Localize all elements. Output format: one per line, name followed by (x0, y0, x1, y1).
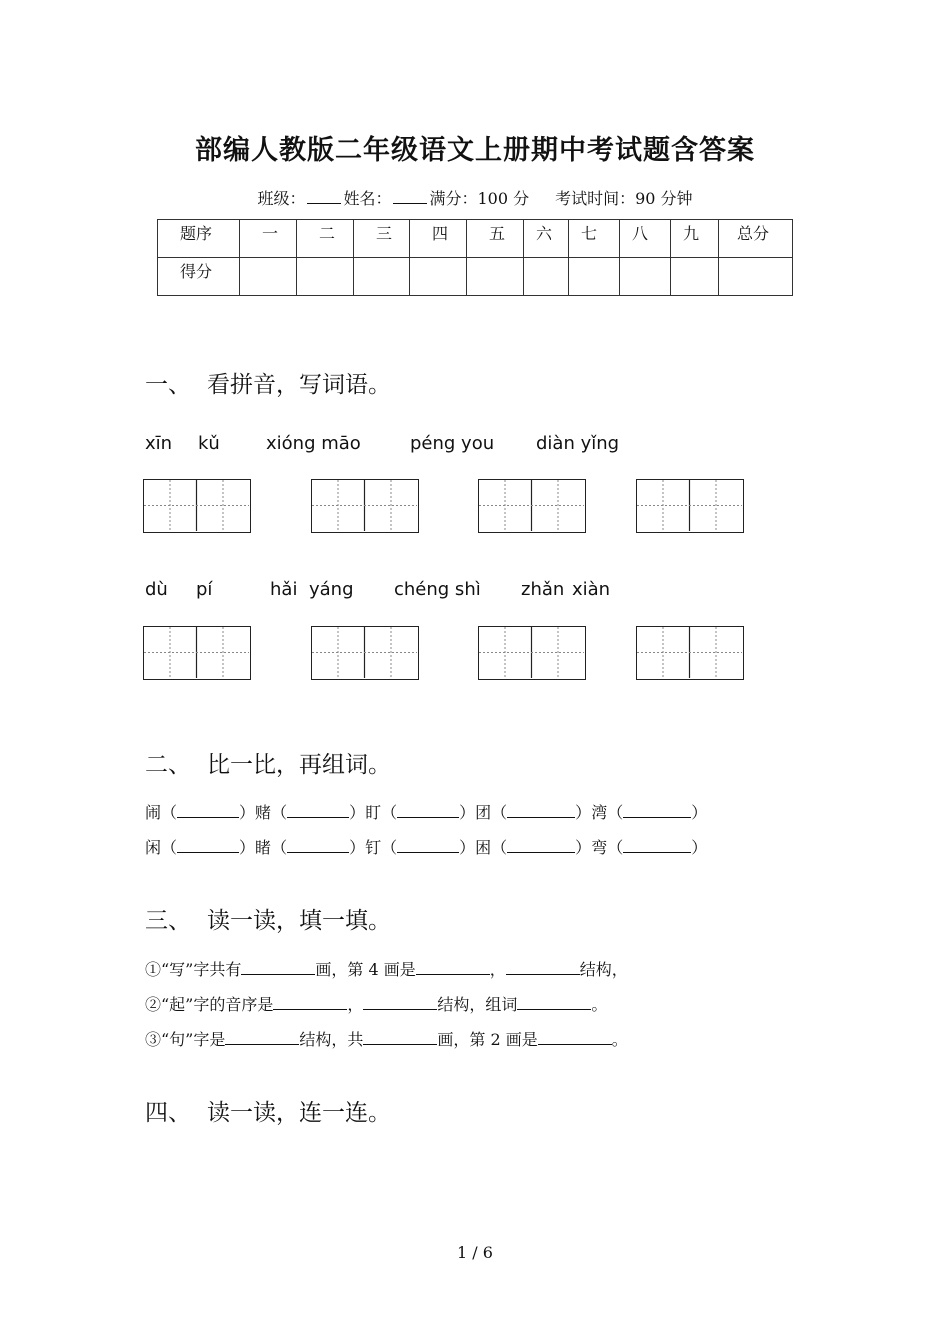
char: 钉 (365, 838, 382, 857)
compare-row-1: 闹（ ）赌（ ）盯（ ）团（ ）湾（ ） (145, 803, 708, 822)
answer-blank[interactable] (507, 803, 575, 818)
header-cell: 题序 (158, 220, 240, 258)
score-cell[interactable] (524, 258, 569, 296)
exam-info (0, 186, 950, 209)
score-table-row (158, 258, 793, 296)
score-cell[interactable] (671, 258, 719, 296)
section4-heading (145, 1094, 391, 1127)
section-title: 比一比，再组词。 (207, 752, 391, 778)
class-blank[interactable] (307, 189, 341, 204)
answer-blank[interactable] (538, 1030, 612, 1045)
pinyin: xīn (145, 433, 173, 454)
score-table (157, 219, 793, 296)
pinyin: yáng (309, 579, 354, 600)
char: 团 (475, 803, 492, 822)
section-title: 读一读，填一填。 (207, 908, 391, 934)
pinyin: péng you (410, 433, 495, 454)
page-title: 部编人教版二年级语文上册期中考试题含答案 (195, 135, 755, 166)
answer-blank[interactable] (416, 960, 490, 975)
answer-blank[interactable] (397, 803, 459, 818)
header-cell: 九 (671, 220, 719, 258)
header-cell: 二 (297, 220, 354, 258)
answer-blank[interactable] (363, 995, 437, 1010)
pinyin: hǎi (270, 579, 298, 600)
pinyin: kǔ (198, 433, 220, 454)
writing-grid[interactable] (636, 626, 744, 680)
section-number: 二、 (145, 752, 191, 778)
score-cell[interactable] (297, 258, 354, 296)
section3-heading (145, 902, 391, 935)
header-cell: 八 (620, 220, 671, 258)
name-label: 姓名： (343, 189, 392, 208)
pinyin: pí (196, 579, 213, 600)
question-1: ①“写”字共有 画，第 4 画是 ， 结构， (145, 960, 628, 979)
pinyin: zhǎn (521, 579, 565, 600)
section-title: 读一读，连一连。 (207, 1100, 391, 1126)
section1-heading (145, 366, 391, 399)
section2-heading (145, 746, 391, 779)
compare-row-2: 闲（ ）睹（ ）钉（ ）困（ ）弯（ ） (145, 838, 708, 857)
score-cell[interactable] (467, 258, 524, 296)
score-cell[interactable] (410, 258, 467, 296)
question-3: ③“句”字是 结构，共 画，第 2 画是 。 (145, 1030, 628, 1049)
score-cell[interactable] (620, 258, 671, 296)
char: 睹 (255, 838, 272, 857)
answer-blank[interactable] (623, 803, 691, 818)
char: 湾 (591, 803, 608, 822)
answer-blank[interactable] (287, 803, 349, 818)
score-cell[interactable] (719, 258, 793, 296)
header-cell: 一 (240, 220, 297, 258)
answer-blank[interactable] (273, 995, 347, 1010)
pinyin: diàn yǐng (536, 433, 620, 454)
section-title: 看拼音，写词语。 (207, 372, 391, 398)
writing-grid[interactable] (311, 479, 419, 533)
row-label: 得分 (158, 258, 240, 296)
answer-blank[interactable] (397, 838, 459, 853)
pinyin: dù (145, 579, 168, 600)
header-cell: 五 (467, 220, 524, 258)
header-cell: 六 (524, 220, 569, 258)
answer-blank[interactable] (177, 803, 239, 818)
header-cell: 总分 (719, 220, 793, 258)
writing-grid[interactable] (143, 626, 251, 680)
page-number: 1 / 6 (457, 1243, 493, 1262)
char: 困 (475, 838, 492, 857)
writing-grid[interactable] (311, 626, 419, 680)
answer-blank[interactable] (225, 1030, 299, 1045)
section-number: 三、 (145, 908, 191, 934)
answer-blank[interactable] (177, 838, 239, 853)
question-2: ②“起”字的音序是 ， 结构，组词 。 (145, 995, 608, 1014)
answer-blank[interactable] (241, 960, 315, 975)
score-cell[interactable] (240, 258, 297, 296)
pinyin: chéng shì (394, 579, 481, 600)
answer-blank[interactable] (287, 838, 349, 853)
pinyin: xióng māo (266, 433, 361, 454)
answer-blank[interactable] (363, 1030, 437, 1045)
name-blank[interactable] (393, 189, 427, 204)
section-number: 四、 (145, 1100, 191, 1126)
writing-grid[interactable] (636, 479, 744, 533)
score-cell[interactable] (569, 258, 620, 296)
char: 闹 (145, 803, 162, 822)
score-table-header (158, 220, 793, 258)
header-cell: 四 (410, 220, 467, 258)
writing-grid[interactable] (478, 479, 586, 533)
answer-blank[interactable] (506, 960, 580, 975)
char: 盯 (365, 803, 382, 822)
writing-grid[interactable] (478, 626, 586, 680)
header-cell: 七 (569, 220, 620, 258)
section-number: 一、 (145, 372, 191, 398)
writing-grid[interactable] (143, 479, 251, 533)
score-cell[interactable] (354, 258, 410, 296)
answer-blank[interactable] (507, 838, 575, 853)
char: 赌 (255, 803, 272, 822)
answer-blank[interactable] (623, 838, 691, 853)
full-score: 满分：100 分 (429, 189, 530, 208)
exam-time: 考试时间：90 分钟 (555, 189, 693, 208)
char: 闲 (145, 838, 162, 857)
answer-blank[interactable] (517, 995, 591, 1010)
header-cell: 三 (354, 220, 410, 258)
class-label: 班级： (257, 189, 306, 208)
char: 弯 (591, 838, 608, 857)
pinyin: xiàn (572, 579, 611, 600)
